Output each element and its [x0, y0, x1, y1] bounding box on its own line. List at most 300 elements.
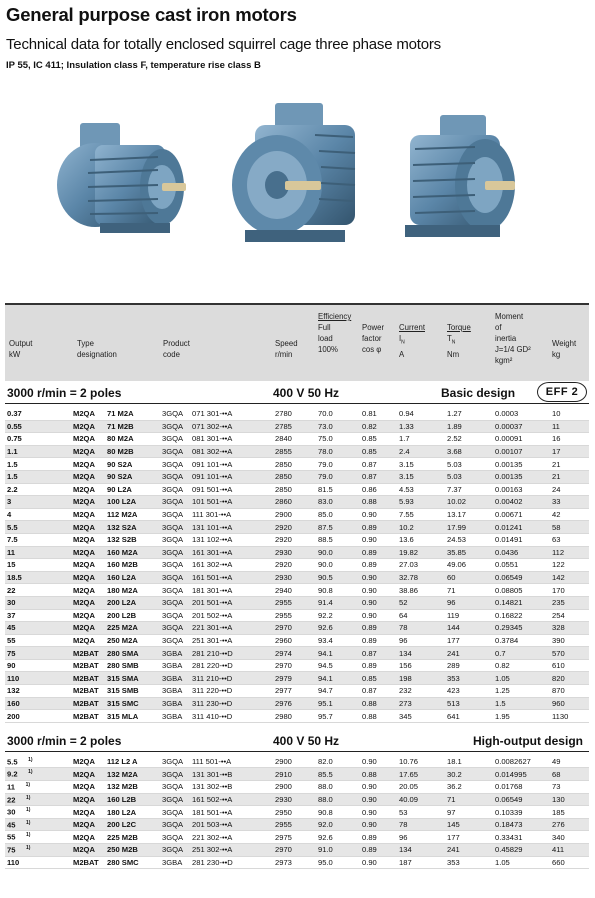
cell-type-frame: M2QA — [73, 844, 107, 857]
cell-current: 134 — [399, 844, 447, 857]
cell-code: 221 301-••A — [192, 622, 275, 635]
table-header — [5, 305, 589, 381]
motor-photo-large — [385, 105, 535, 255]
cell-type-frame: M2QA — [73, 533, 107, 546]
cell-type-frame: M2QA — [73, 559, 107, 572]
cell-speed: 2970 — [275, 844, 318, 857]
cell-inertia: 0.10339 — [495, 806, 552, 819]
cell-weight: 33 — [552, 496, 589, 509]
cell-output: 160 — [5, 697, 73, 710]
cell-torque: 7.37 — [447, 483, 495, 496]
cell-efficiency: 70.0 — [318, 408, 362, 420]
table-row — [5, 470, 589, 483]
cell-inertia: 0.18473 — [495, 818, 552, 831]
cell-weight: 112 — [552, 546, 589, 559]
cell-inertia: 0.0003 — [495, 408, 552, 420]
cell-current: 52 — [399, 596, 447, 609]
footnote-marker: 1) — [25, 782, 31, 789]
cell-speed: 2950 — [275, 806, 318, 819]
section-high-output-header — [5, 729, 589, 752]
col-moment-5: kgm² — [495, 356, 513, 365]
cell-torque: 3.68 — [447, 445, 495, 458]
cell-power-factor: 0.85 — [362, 445, 399, 458]
cell-code-prefix: 3GQA — [162, 596, 192, 609]
cell-torque: 177 — [447, 634, 495, 647]
cell-code: 091 101-••A — [192, 470, 275, 483]
cell-speed: 2970 — [275, 659, 318, 672]
cell-type-size: 90 L2A — [107, 483, 162, 496]
cell-efficiency: 93.4 — [318, 634, 362, 647]
cell-output: 30 $^{1)}$ — [5, 806, 73, 819]
cell-speed: 2900 — [275, 781, 318, 794]
cell-type-size: 80 M2B — [107, 445, 162, 458]
cell-current: 3.15 — [399, 458, 447, 471]
cell-output: 1.5 — [5, 458, 73, 471]
cell-output: 75 — [5, 647, 73, 660]
cell-power-factor: 0.90 — [362, 571, 399, 584]
cell-code: 181 301-••A — [192, 584, 275, 597]
cell-type-frame: M2QA — [73, 470, 107, 483]
cell-speed: 2974 — [275, 647, 318, 660]
table-row — [5, 571, 589, 584]
high-output-table — [5, 756, 589, 869]
cell-inertia: 0.00037 — [495, 420, 552, 433]
cell-efficiency: 75.0 — [318, 433, 362, 446]
col-efficiency: Efficiency — [318, 312, 352, 321]
cell-efficiency: 91.4 — [318, 596, 362, 609]
cell-type-size: 90 S2A — [107, 458, 162, 471]
table-row — [5, 496, 589, 509]
cell-current: 10.2 — [399, 521, 447, 534]
cell-code-prefix: 3GBA — [162, 710, 192, 723]
section-basic-header — [5, 381, 589, 404]
table-row — [5, 508, 589, 521]
cell-code: 201 503-••A — [192, 818, 275, 831]
cell-weight: 235 — [552, 596, 589, 609]
cell-current: 5.93 — [399, 496, 447, 509]
cell-output: 11 $^{1)}$ — [5, 781, 73, 794]
table-row — [5, 622, 589, 635]
cell-type-frame: M2QA — [73, 806, 107, 819]
table-row — [5, 768, 589, 781]
cell-weight: 870 — [552, 685, 589, 698]
col-output-unit: kW — [9, 350, 21, 359]
cell-output: 5.5 — [5, 521, 73, 534]
cell-efficiency: 85.5 — [318, 768, 362, 781]
cell-inertia: 1.95 — [495, 710, 552, 723]
cell-power-factor: 0.85 — [362, 672, 399, 685]
cell-torque: 36.2 — [447, 781, 495, 794]
cell-weight: 17 — [552, 445, 589, 458]
cell-weight: 10 — [552, 408, 589, 420]
cell-code: 311 230-••D — [192, 697, 275, 710]
motor-photo-medium — [215, 95, 375, 255]
col-pf-2: factor — [362, 334, 382, 343]
cell-power-factor: 0.88 — [362, 768, 399, 781]
cell-current: 273 — [399, 697, 447, 710]
cell-weight: 16 — [552, 433, 589, 446]
cell-current: 198 — [399, 672, 447, 685]
cell-output: 11 — [5, 546, 73, 559]
cell-weight: 960 — [552, 697, 589, 710]
cell-code: 311 210-••D — [192, 672, 275, 685]
section-basic-supply: 400 V 50 Hz — [273, 386, 340, 400]
cell-speed: 2930 — [275, 546, 318, 559]
cell-type-size: 112 L2 A — [107, 756, 162, 768]
cell-power-factor: 0.82 — [362, 420, 399, 433]
table-row — [5, 408, 589, 420]
cell-type-size: 250 M2A — [107, 634, 162, 647]
cell-code: 281 210-••D — [192, 647, 275, 660]
cell-power-factor: 0.89 — [362, 622, 399, 635]
cell-type-frame: M2BAT — [73, 647, 107, 660]
cell-code-prefix: 3GBA — [162, 685, 192, 698]
table-row — [5, 781, 589, 794]
cell-speed: 2920 — [275, 521, 318, 534]
cell-efficiency: 82.0 — [318, 756, 362, 768]
table-row — [5, 647, 589, 660]
cell-type-size: 132 S2A — [107, 521, 162, 534]
cell-type-size: 250 M2B — [107, 844, 162, 857]
cell-output: 4 — [5, 508, 73, 521]
cell-code: 161 301-••A — [192, 546, 275, 559]
cell-speed: 2980 — [275, 710, 318, 723]
cell-type-frame: M2QA — [73, 768, 107, 781]
cell-torque: 17.99 — [447, 521, 495, 534]
cell-code: 131 102-••A — [192, 533, 275, 546]
footnote-marker: 1) — [26, 807, 31, 814]
cell-efficiency: 90.8 — [318, 584, 362, 597]
cell-speed: 2850 — [275, 483, 318, 496]
cell-power-factor: 0.90 — [362, 818, 399, 831]
cell-type-frame: M2QA — [73, 793, 107, 806]
cell-type-size: 100 L2A — [107, 496, 162, 509]
cell-output: 90 — [5, 659, 73, 672]
table-row — [5, 609, 589, 622]
cell-torque: 353 — [447, 856, 495, 869]
cell-inertia: 0.0551 — [495, 559, 552, 572]
cell-power-factor: 0.90 — [362, 781, 399, 794]
cell-weight: 11 — [552, 420, 589, 433]
cell-speed: 2930 — [275, 571, 318, 584]
col-torque-unit: Nm — [447, 349, 460, 359]
cell-type-frame: M2QA — [73, 781, 107, 794]
cell-type-frame: M2QA — [73, 458, 107, 471]
cell-weight: 276 — [552, 818, 589, 831]
motor-photos — [0, 85, 595, 300]
cell-speed: 2840 — [275, 433, 318, 446]
cell-code-prefix: 3GQA — [162, 768, 192, 781]
cell-inertia: 0.08805 — [495, 584, 552, 597]
cell-weight: 130 — [552, 793, 589, 806]
cell-code: 081 302-••A — [192, 445, 275, 458]
cell-speed: 2977 — [275, 685, 318, 698]
cell-output: 132 — [5, 685, 73, 698]
cell-type-frame: M2QA — [73, 496, 107, 509]
cell-code-prefix: 3GQA — [162, 806, 192, 819]
cell-efficiency: 73.0 — [318, 420, 362, 433]
footnote-marker: 1) — [26, 832, 31, 839]
cell-current: 10.76 — [399, 756, 447, 768]
cell-type-size: 200 L2B — [107, 609, 162, 622]
cell-weight: 24 — [552, 483, 589, 496]
cell-current: 1.7 — [399, 433, 447, 446]
cell-inertia: 0.45829 — [495, 844, 552, 857]
cell-power-factor: 0.90 — [362, 533, 399, 546]
cell-speed: 2785 — [275, 420, 318, 433]
cell-type-frame: M2QA — [73, 609, 107, 622]
cell-weight: 73 — [552, 781, 589, 794]
cell-code: 181 501-••A — [192, 806, 275, 819]
cell-code: 111 301-••A — [192, 508, 275, 521]
cell-inertia: 1.25 — [495, 685, 552, 698]
cell-type-frame: M2QA — [73, 521, 107, 534]
cell-inertia: 0.00671 — [495, 508, 552, 521]
cell-power-factor: 0.89 — [362, 521, 399, 534]
cell-output: 9.2 $^{1)}$ — [5, 768, 73, 781]
cell-type-frame: M2QA — [73, 433, 107, 446]
cell-weight: 1130 — [552, 710, 589, 723]
cell-power-factor: 0.90 — [362, 596, 399, 609]
cell-type-frame: M2QA — [73, 756, 107, 768]
section-high-design: High-output design — [473, 733, 583, 748]
cell-output: 0.37 — [5, 408, 73, 420]
cell-current: 156 — [399, 659, 447, 672]
cell-type-frame: M2QA — [73, 408, 107, 420]
cell-type-frame: M2QA — [73, 596, 107, 609]
cell-power-factor: 0.87 — [362, 685, 399, 698]
cell-speed: 2975 — [275, 831, 318, 844]
cell-torque: 289 — [447, 659, 495, 672]
cell-inertia: 0.33431 — [495, 831, 552, 844]
cell-weight: 21 — [552, 458, 589, 471]
cell-weight: 122 — [552, 559, 589, 572]
table-row — [5, 420, 589, 433]
cell-power-factor: 0.89 — [362, 659, 399, 672]
table-row — [5, 672, 589, 685]
col-torque: Torque — [447, 323, 471, 332]
cell-current: 3.15 — [399, 470, 447, 483]
cell-current: 0.94 — [399, 408, 447, 420]
cell-code: 201 502-••A — [192, 609, 275, 622]
cell-code-prefix: 3GQA — [162, 521, 192, 534]
cell-code-prefix: 3GQA — [162, 546, 192, 559]
cell-weight: 49 — [552, 756, 589, 768]
cell-code-prefix: 3GBA — [162, 856, 192, 869]
cell-code-prefix: 3GBA — [162, 672, 192, 685]
cell-power-factor: 0.90 — [362, 806, 399, 819]
cell-power-factor: 0.89 — [362, 634, 399, 647]
cell-power-factor: 0.89 — [362, 831, 399, 844]
cell-output: 75 $^{1)}$ — [5, 844, 73, 857]
cell-code-prefix: 3GQA — [162, 634, 192, 647]
cell-output: 15 — [5, 559, 73, 572]
cell-type-frame: M2QA — [73, 508, 107, 521]
cell-type-frame: M2BAT — [73, 710, 107, 723]
col-product: Product — [163, 339, 190, 348]
cell-efficiency: 90.0 — [318, 559, 362, 572]
cell-code: 251 302-••A — [192, 844, 275, 857]
cell-code-prefix: 3GQA — [162, 818, 192, 831]
cell-code: 131 101-••A — [192, 521, 275, 534]
cell-type-size: 80 M2A — [107, 433, 162, 446]
cell-code-prefix: 3GQA — [162, 445, 192, 458]
cell-code-prefix: 3GQA — [162, 609, 192, 622]
cell-code: 201 501-••A — [192, 596, 275, 609]
cell-inertia: 1.05 — [495, 672, 552, 685]
cell-efficiency: 83.0 — [318, 496, 362, 509]
cell-efficiency: 94.5 — [318, 659, 362, 672]
cell-efficiency: 94.1 — [318, 672, 362, 685]
cell-current: 17.65 — [399, 768, 447, 781]
footnote-marker: 1) — [28, 756, 33, 763]
footnote-marker: 1) — [28, 769, 33, 776]
cell-inertia: 0.01491 — [495, 533, 552, 546]
footnote-marker: 1) — [26, 845, 31, 852]
cell-inertia: 0.0436 — [495, 546, 552, 559]
cell-torque: 5.03 — [447, 470, 495, 483]
footnote-marker: 1) — [26, 819, 31, 826]
cell-speed: 2976 — [275, 697, 318, 710]
page-title: General purpose cast iron motors — [6, 4, 297, 25]
table-row — [5, 521, 589, 534]
col-output: Output — [9, 339, 33, 348]
cell-type-frame: M2QA — [73, 584, 107, 597]
cell-torque: 641 — [447, 710, 495, 723]
cell-code-prefix: 3GBA — [162, 697, 192, 710]
cell-type-size: 225 M2B — [107, 831, 162, 844]
cell-efficiency: 90.5 — [318, 571, 362, 584]
section-high-supply: 400 V 50 Hz — [273, 733, 340, 748]
col-moment-3: inertia — [495, 334, 517, 343]
cell-inertia: 0.00107 — [495, 445, 552, 458]
cell-efficiency: 94.7 — [318, 685, 362, 698]
table-row — [5, 445, 589, 458]
cell-current: 13.6 — [399, 533, 447, 546]
cell-current: 64 — [399, 609, 447, 622]
cell-efficiency: 92.0 — [318, 818, 362, 831]
cell-power-factor: 0.89 — [362, 546, 399, 559]
cell-weight: 254 — [552, 609, 589, 622]
footnote-marker: 1) — [26, 794, 31, 801]
table-row — [5, 756, 589, 768]
cell-efficiency: 95.0 — [318, 856, 362, 869]
cell-speed: 2970 — [275, 622, 318, 635]
cell-output: 22 — [5, 584, 73, 597]
col-type: Type — [77, 339, 94, 348]
col-type-2: designation — [77, 350, 117, 359]
cell-type-size: 200 L2A — [107, 596, 162, 609]
cell-code-prefix: 3GQA — [162, 559, 192, 572]
basic-design-table — [5, 408, 589, 723]
col-speed: Speed — [275, 339, 298, 348]
cell-speed: 2955 — [275, 818, 318, 831]
cell-torque: 2.52 — [447, 433, 495, 446]
cell-inertia: 0.00135 — [495, 470, 552, 483]
table-row — [5, 831, 589, 844]
table-row — [5, 483, 589, 496]
cell-weight: 58 — [552, 521, 589, 534]
cell-inertia: 0.01768 — [495, 781, 552, 794]
cell-type-size: 160 L2B — [107, 793, 162, 806]
cell-speed: 2850 — [275, 458, 318, 471]
cell-power-factor: 0.87 — [362, 458, 399, 471]
cell-torque: 60 — [447, 571, 495, 584]
cell-type-frame: M2QA — [73, 483, 107, 496]
cell-code: 071 301-••A — [192, 408, 275, 420]
section-basic-design: Basic design — [441, 386, 516, 400]
cell-weight: 610 — [552, 659, 589, 672]
cell-code-prefix: 3GQA — [162, 831, 192, 844]
cell-type-frame: M2BAT — [73, 856, 107, 869]
cell-inertia: 0.01241 — [495, 521, 552, 534]
cell-output: 45 $^{1)}$ — [5, 818, 73, 831]
cell-current: 38.86 — [399, 584, 447, 597]
cell-type-size: 132 S2B — [107, 533, 162, 546]
cell-output: 30 — [5, 596, 73, 609]
cell-power-factor: 0.87 — [362, 647, 399, 660]
cell-type-size: 315 SMC — [107, 697, 162, 710]
cell-weight: 820 — [552, 672, 589, 685]
cell-type-size: 160 M2B — [107, 559, 162, 572]
cell-code-prefix: 3GBA — [162, 647, 192, 660]
cell-inertia: 0.82 — [495, 659, 552, 672]
cell-torque: 49.06 — [447, 559, 495, 572]
cell-code: 311 410-••D — [192, 710, 275, 723]
cell-code-prefix: 3GBA — [162, 659, 192, 672]
cell-type-frame: M2BAT — [73, 659, 107, 672]
cell-current: 1.33 — [399, 420, 447, 433]
cell-type-size: 160 M2A — [107, 546, 162, 559]
table-row — [5, 433, 589, 446]
cell-efficiency: 90.8 — [318, 806, 362, 819]
cell-efficiency: 78.0 — [318, 445, 362, 458]
cell-weight: 660 — [552, 856, 589, 869]
table-row — [5, 584, 589, 597]
cell-power-factor: 0.88 — [362, 496, 399, 509]
cell-power-factor: 0.88 — [362, 710, 399, 723]
cell-power-factor: 0.90 — [362, 856, 399, 869]
cell-output: 0.55 — [5, 420, 73, 433]
cell-code-prefix: 3GQA — [162, 496, 192, 509]
cell-type-size: 200 L2C — [107, 818, 162, 831]
cell-code: 131 301-••B — [192, 768, 275, 781]
table-row — [5, 697, 589, 710]
col-moment-2: of — [495, 323, 502, 332]
cell-code: 111 501-••A — [192, 756, 275, 768]
cell-torque: 30.2 — [447, 768, 495, 781]
cell-current: 96 — [399, 831, 447, 844]
cell-type-frame: M2BAT — [73, 697, 107, 710]
cell-inertia: 0.06549 — [495, 793, 552, 806]
cell-inertia: 1.5 — [495, 697, 552, 710]
cell-power-factor: 0.88 — [362, 697, 399, 710]
table-row — [5, 710, 589, 723]
cell-code-prefix: 3GQA — [162, 420, 192, 433]
table-row — [5, 533, 589, 546]
cell-power-factor: 0.89 — [362, 844, 399, 857]
cell-type-frame: M2QA — [73, 420, 107, 433]
cell-speed: 2920 — [275, 559, 318, 572]
cell-inertia: 0.3784 — [495, 634, 552, 647]
cell-torque: 1.89 — [447, 420, 495, 433]
cell-speed: 2955 — [275, 596, 318, 609]
cell-torque: 513 — [447, 697, 495, 710]
col-current-unit: A — [399, 349, 405, 359]
cell-speed: 2900 — [275, 756, 318, 768]
cell-torque: 71 — [447, 793, 495, 806]
col-pf: Power — [362, 323, 385, 332]
